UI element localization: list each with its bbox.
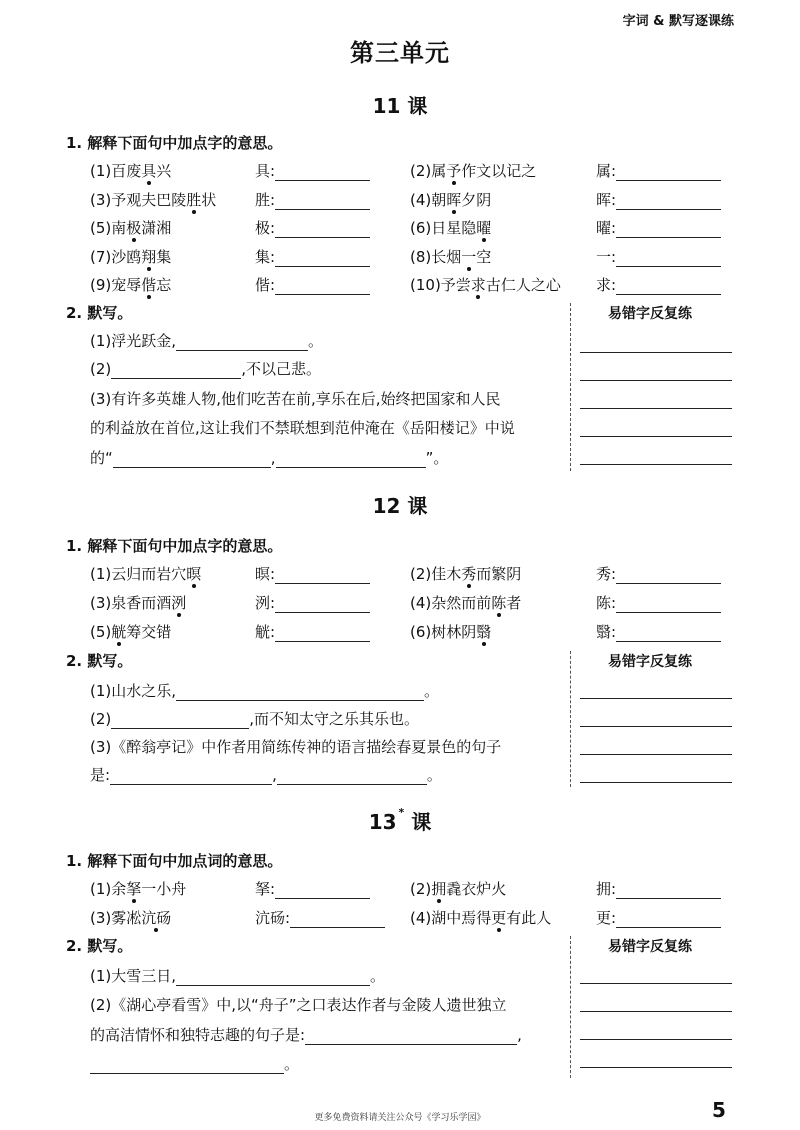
l12-q2-2-post: ,而不知太守之乐其乐也。 xyxy=(249,710,420,728)
practice-line[interactable] xyxy=(580,782,732,783)
dotted-character: 暝 xyxy=(186,565,202,583)
l11-item xyxy=(90,189,216,210)
answer-label: 秀: xyxy=(596,565,617,583)
answer-label: 求: xyxy=(596,276,617,294)
lesson-13-number: 13 xyxy=(368,810,397,834)
l11-item xyxy=(410,217,491,238)
sentence-text: 忘 xyxy=(156,276,172,294)
l11-item xyxy=(410,189,491,210)
dotted-character: 秀 xyxy=(461,565,477,583)
l11-item xyxy=(410,160,536,181)
lesson-13-q1-title: 1. 解释下面句中加点词的意思。 xyxy=(66,852,283,870)
l12-q2-3-line1: (3)《醉翁亭记》中作者用简练传神的语言描绘春夏景色的句子 xyxy=(90,738,502,756)
lesson-13-star: * xyxy=(398,806,405,819)
l11-q2-1-text: (1)浮光跃金, xyxy=(90,332,177,350)
l12-answer xyxy=(596,563,721,584)
sentence-text: (5) xyxy=(90,623,112,641)
dotted-character: 晖 xyxy=(446,190,462,209)
l13-answer xyxy=(255,907,385,928)
l12-answer xyxy=(255,592,370,613)
practice-line[interactable] xyxy=(580,754,732,755)
l12-q2-2-pre: (2) xyxy=(90,710,112,728)
answer-label: 翳: xyxy=(596,623,617,641)
dotted-character: 偕 xyxy=(141,276,157,294)
l12-q2-3-line2: 是: , 。 xyxy=(90,766,442,784)
practice-line[interactable] xyxy=(580,698,732,699)
answer-blank[interactable] xyxy=(616,191,721,210)
l13-answer xyxy=(255,878,370,899)
l11-answer xyxy=(596,246,721,267)
answer-blank[interactable] xyxy=(275,880,370,899)
answer-blank[interactable] xyxy=(616,248,721,267)
l13-item xyxy=(410,878,506,899)
answer-blank[interactable] xyxy=(275,191,370,210)
sentence-text: 一小舟 xyxy=(141,880,187,898)
l11-answer xyxy=(596,274,721,295)
sentence-text: (4)湖中焉得 xyxy=(410,909,492,927)
column-divider xyxy=(570,651,571,787)
sentence-text: (4)朝 xyxy=(410,190,447,209)
answer-label: 属: xyxy=(596,162,617,180)
lesson-11-q1-title: 1. 解释下面句中加点字的意思。 xyxy=(66,134,283,152)
answer-label: 胜: xyxy=(255,190,276,209)
lesson-13-suffix: 课 xyxy=(404,810,432,834)
lesson-13-title xyxy=(0,806,800,835)
sentence-text: 集 xyxy=(156,247,172,266)
sentence-text: 空 xyxy=(476,247,492,266)
lesson-12-title: 12 课 xyxy=(372,494,428,518)
l13-side-title: 易错字反复练 xyxy=(608,939,692,955)
l12-item xyxy=(410,621,491,642)
series-tag: 字词 & 默写逐课练 xyxy=(622,14,734,29)
sentence-text: 状 xyxy=(201,190,217,209)
answer-blank[interactable] xyxy=(616,909,721,928)
answer-label: 暝: xyxy=(255,565,276,583)
sentence-text: 作文以记之 xyxy=(461,162,537,180)
column-divider xyxy=(570,303,571,471)
lesson-12-q2-title: 2. 默写。 xyxy=(66,652,133,670)
sentence-text: (1)余 xyxy=(90,880,127,898)
answer-label: 极: xyxy=(255,219,276,237)
l12-answer xyxy=(596,621,721,642)
lesson-13-q2-title: 2. 默写。 xyxy=(66,937,133,955)
practice-line[interactable] xyxy=(580,380,732,381)
l13-item xyxy=(410,907,551,928)
sentence-text: 夕阴 xyxy=(461,190,492,209)
sentence-text: 而繁阴 xyxy=(476,565,522,583)
l11-item xyxy=(410,274,561,295)
sentence-text: (2) xyxy=(410,880,432,898)
answer-blank[interactable] xyxy=(275,594,370,613)
l13-answer xyxy=(596,878,721,899)
answer-blank[interactable] xyxy=(305,1026,517,1045)
sentence-text: (5)南 xyxy=(90,219,127,237)
l11-answer xyxy=(596,217,721,238)
dotted-character: 更 xyxy=(491,909,507,927)
answer-blank[interactable] xyxy=(176,332,308,351)
sentence-text: (7)沙鸥 xyxy=(90,247,142,266)
l11-answer xyxy=(255,274,370,295)
practice-line[interactable] xyxy=(580,1067,732,1068)
answer-blank[interactable] xyxy=(616,276,721,295)
answer-blank[interactable] xyxy=(275,276,370,295)
l13-answer xyxy=(596,907,721,928)
l13-q2-2-line2-end: , xyxy=(517,1026,522,1044)
sentence-text: (3)泉香而酒 xyxy=(90,594,172,612)
l11-answer xyxy=(596,189,721,210)
dotted-character: 拏 xyxy=(126,880,142,898)
l12-item xyxy=(90,592,186,613)
sentence-text: (1)百废 xyxy=(90,162,142,180)
l11-item xyxy=(90,217,171,238)
answer-label: 觥: xyxy=(255,623,276,641)
dotted-character: 翔 xyxy=(141,247,157,266)
l11-q2-3-line3: 的“ , ”。 xyxy=(90,449,449,467)
l11-q2-3-pre: 的“ xyxy=(90,449,113,467)
answer-blank[interactable] xyxy=(111,710,249,729)
l12-side-title: 易错字反复练 xyxy=(608,654,692,670)
answer-blank[interactable] xyxy=(275,162,370,181)
l11-answer xyxy=(255,160,370,181)
answer-label: 具: xyxy=(255,162,276,180)
answer-blank[interactable] xyxy=(275,623,370,642)
answer-label: 晖: xyxy=(596,190,617,209)
l11-q2-2-post: ,不以己悲。 xyxy=(241,360,322,378)
dotted-character: 具 xyxy=(141,162,157,180)
sentence-text: (3)予观夫巴陵 xyxy=(90,190,187,209)
sentence-text: 潇湘 xyxy=(141,219,172,237)
answer-blank[interactable] xyxy=(276,449,426,468)
l12-item xyxy=(90,563,201,584)
practice-line[interactable] xyxy=(580,1011,732,1012)
practice-line[interactable] xyxy=(580,726,732,727)
sentence-text: 筹交错 xyxy=(126,623,172,641)
answer-blank[interactable] xyxy=(113,449,271,468)
dotted-character: 翳 xyxy=(476,623,492,641)
lesson-11-q2-title: 2. 默写。 xyxy=(66,304,133,322)
l13-q2-2-line3-end: 。 xyxy=(284,1055,300,1073)
l12-q2-1-text: (1)山水之乐, xyxy=(90,682,177,700)
answer-blank[interactable] xyxy=(90,1055,284,1074)
practice-line[interactable] xyxy=(580,436,732,437)
answer-label: 陈: xyxy=(596,594,617,612)
l11-item xyxy=(90,160,171,181)
dotted-character: 极 xyxy=(126,219,142,237)
l11-q2-2 xyxy=(90,358,321,379)
sentence-text: 毳衣炉火 xyxy=(446,880,507,898)
dotted-character: 觥 xyxy=(111,623,127,641)
unit-title: 第三单元 xyxy=(350,39,450,67)
sentence-text: (6)树林阴 xyxy=(410,623,477,641)
l13-q2-2-line2 xyxy=(90,1024,522,1045)
dotted-character: 胜 xyxy=(186,190,202,209)
answer-blank[interactable] xyxy=(616,565,721,584)
answer-label: 拥: xyxy=(596,880,617,898)
l13-item xyxy=(90,907,171,928)
l11-item xyxy=(90,274,171,295)
dotted-character: 求 xyxy=(470,276,486,294)
l11-q2-3-end: ”。 xyxy=(425,449,449,467)
sentence-text: (4)杂然而前 xyxy=(410,594,492,612)
l12-q2-1 xyxy=(90,680,439,701)
lesson-11-title: 11 课 xyxy=(372,94,428,118)
answer-label: 洌: xyxy=(255,594,276,612)
footer-note: 更多免费资料请关注公众号《学习乐学园》 xyxy=(314,1113,486,1123)
l12-answer xyxy=(255,563,370,584)
sentence-text: (8)长烟 xyxy=(410,247,462,266)
answer-blank[interactable] xyxy=(110,766,272,785)
sentence-text: (10)予尝 xyxy=(410,276,471,294)
answer-blank[interactable] xyxy=(111,360,241,379)
practice-line[interactable] xyxy=(580,464,732,465)
sentence-text: (9)宠辱 xyxy=(90,276,142,294)
answer-label: 偕: xyxy=(255,276,276,294)
answer-label: 拏: xyxy=(255,880,276,898)
dotted-character: 拥 xyxy=(431,880,447,898)
answer-label: 更: xyxy=(596,909,617,927)
lesson-12-q1-title: 1. 解释下面句中加点字的意思。 xyxy=(66,537,283,555)
answer-blank[interactable] xyxy=(290,909,385,928)
practice-line[interactable] xyxy=(580,1039,732,1040)
dotted-character: 陈 xyxy=(491,594,507,612)
answer-blank[interactable] xyxy=(176,682,424,701)
answer-blank[interactable] xyxy=(275,219,370,238)
l13-q2-1 xyxy=(90,965,385,986)
l11-item xyxy=(410,246,491,267)
l13-q2-1-text: (1)大雪三日, xyxy=(90,967,177,985)
l12-answer xyxy=(596,592,721,613)
sentence-text: 者 xyxy=(506,594,522,612)
answer-blank[interactable] xyxy=(616,219,721,238)
l13-q2-2-line3 xyxy=(90,1053,299,1074)
l12-item xyxy=(410,563,521,584)
l11-side-title: 易错字反复练 xyxy=(608,306,692,322)
l11-answer xyxy=(596,160,721,181)
answer-blank[interactable] xyxy=(277,766,427,785)
sentence-text: 兴 xyxy=(156,162,172,180)
answer-label: 集: xyxy=(255,247,276,266)
answer-label: 一: xyxy=(596,247,617,266)
l11-answer xyxy=(255,189,370,210)
sentence-text: (6)日星隐 xyxy=(410,219,477,237)
l12-q2-2 xyxy=(90,708,419,729)
practice-line[interactable] xyxy=(580,352,732,353)
sentence-text: (3)雾凇 xyxy=(90,909,142,927)
l11-answer xyxy=(255,246,370,267)
l12-q2-3-pre: 是: xyxy=(90,766,111,784)
answer-blank[interactable] xyxy=(616,594,721,613)
page-number: 5 xyxy=(712,1098,726,1122)
l11-q2-3-line1: (3)有许多英雄人物,他们吃苦在前,享乐在后,始终把国家和人民 xyxy=(90,390,501,408)
answer-blank[interactable] xyxy=(275,565,370,584)
l13-item xyxy=(90,878,186,899)
l12-item xyxy=(410,592,521,613)
sentence-text: (2)佳木 xyxy=(410,565,462,583)
answer-blank[interactable] xyxy=(616,162,721,181)
l12-q2-1-end: 。 xyxy=(424,682,440,700)
l11-q2-3-line2: 的利益放在首位,这让我们不禁联想到范仲淹在《岳阳楼记》中说 xyxy=(90,419,515,437)
l11-answer xyxy=(255,217,370,238)
dotted-character: 一 xyxy=(461,247,477,266)
l11-item xyxy=(90,246,171,267)
sentence-text: (1)云归而岩穴 xyxy=(90,565,187,583)
column-divider xyxy=(570,936,571,1078)
l13-q2-2-line1: (2)《湖心亭看雪》中,以“舟子”之口表达作者与金陵人遗世独立 xyxy=(90,996,507,1014)
l12-item xyxy=(90,621,171,642)
dotted-character: 洌 xyxy=(171,594,187,612)
dotted-character: 沆砀 xyxy=(141,909,172,927)
answer-label: 沆砀: xyxy=(255,909,291,927)
l13-q2-1-end: 。 xyxy=(370,967,386,985)
practice-line[interactable] xyxy=(580,983,732,984)
answer-label: 曜: xyxy=(596,219,617,237)
answer-blank[interactable] xyxy=(275,248,370,267)
l12-answer xyxy=(255,621,370,642)
sentence-text: (2)属 xyxy=(410,162,447,180)
answer-blank[interactable] xyxy=(616,880,721,899)
l12-q2-3-end: 。 xyxy=(426,766,442,784)
l11-q2-2-pre: (2) xyxy=(90,360,112,378)
dotted-character: 曜 xyxy=(476,219,492,237)
dotted-character: 予 xyxy=(446,162,462,180)
answer-blank[interactable] xyxy=(616,623,721,642)
l13-q2-2-line2-text: 的高洁情怀和独特志趣的句子是: xyxy=(90,1026,306,1044)
sentence-text: 古仁人之心 xyxy=(485,276,561,294)
l11-q2-1: (1)浮光跃金, 。 xyxy=(90,332,324,350)
practice-line[interactable] xyxy=(580,408,732,409)
sentence-text: 有此人 xyxy=(506,909,552,927)
answer-blank[interactable] xyxy=(176,967,370,986)
